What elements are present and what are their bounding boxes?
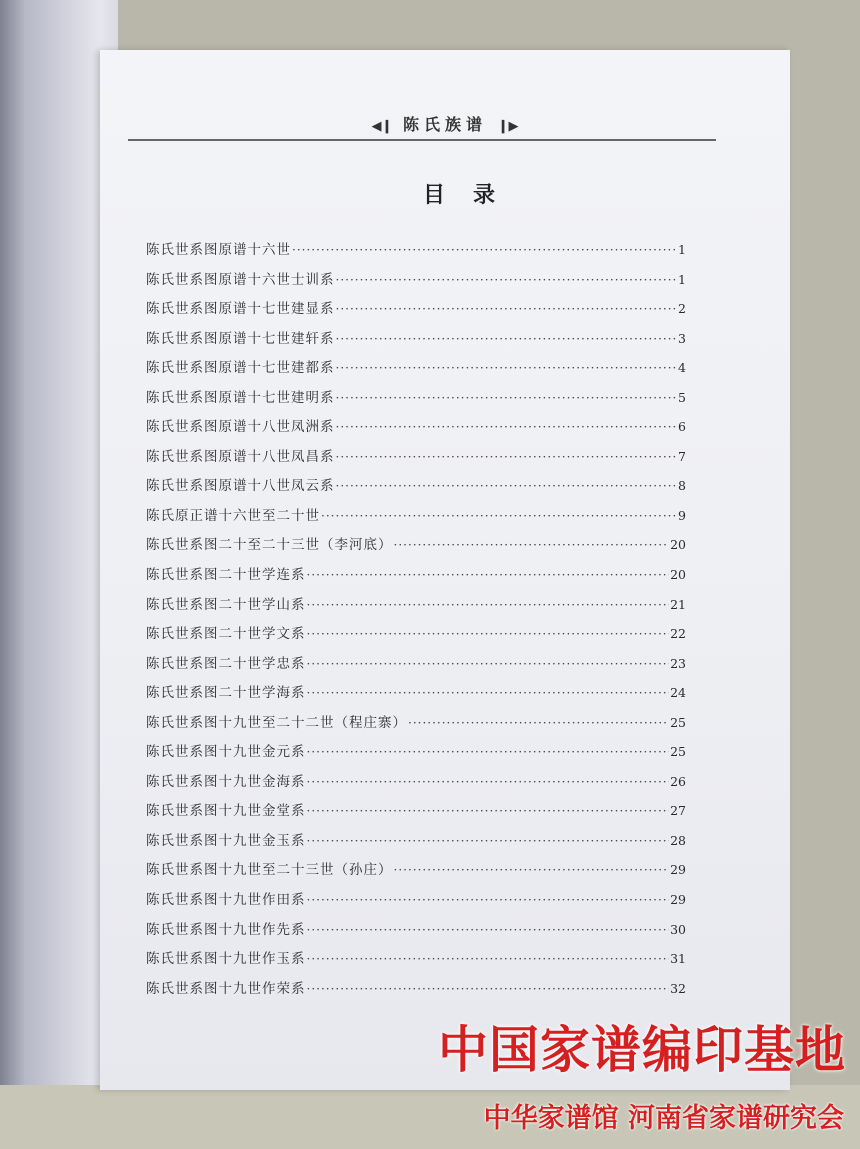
book-page xyxy=(100,50,790,1090)
toc-entry-title: 陈氏世系图十九世作荣系 xyxy=(146,980,306,997)
running-header xyxy=(100,112,790,135)
toc-leader-dots xyxy=(394,863,670,877)
toc-entry-title: 陈氏世系图原谱十八世凤洲系 xyxy=(146,419,335,436)
toc-entry-page: 20 xyxy=(670,567,686,583)
toc-leader-dots xyxy=(307,982,670,996)
toc-leader-dots xyxy=(336,361,678,375)
toc-leader-dots xyxy=(336,479,678,493)
toc-leader-dots xyxy=(307,893,670,907)
toc-leader-dots xyxy=(321,509,677,523)
toc-entry xyxy=(146,858,686,888)
toc-leader-dots xyxy=(307,745,670,759)
toc-entry xyxy=(146,622,686,652)
toc-leader-dots xyxy=(307,657,670,671)
toc-list xyxy=(146,238,686,1006)
header-divider xyxy=(128,139,716,141)
toc-entry xyxy=(146,327,686,357)
toc-entry-page: 21 xyxy=(670,596,686,612)
toc-entry-page: 28 xyxy=(670,832,686,848)
toc-entry-page: 31 xyxy=(670,951,686,967)
toc-entry-page: 7 xyxy=(678,448,686,464)
toc-entry-page: 3 xyxy=(678,330,686,346)
toc-entry xyxy=(146,799,686,829)
toc-entry xyxy=(146,504,686,534)
toc-leader-dots xyxy=(394,538,670,552)
toc-entry-title: 陈氏世系图原谱十六世 xyxy=(146,242,291,258)
toc-entry-page: 32 xyxy=(670,980,686,996)
toc-leader-dots xyxy=(307,923,670,937)
toc-entry-page: 29 xyxy=(670,892,686,908)
toc-entry-title: 陈氏世系图二十世学海系 xyxy=(146,685,306,702)
toc-entry-title: 陈氏世系图原谱十七世建轩系 xyxy=(146,330,335,347)
toc-entry-title: 陈氏世系图二十世学连系 xyxy=(146,567,306,584)
header-ornament-left-icon: ◀❙ xyxy=(371,119,393,134)
toc-entry-page: 24 xyxy=(670,685,686,701)
toc-leader-dots xyxy=(307,834,670,848)
toc-leader-dots xyxy=(336,302,678,316)
toc-entry-title: 陈氏世系图十九世至二十三世（孙庄） xyxy=(146,862,393,879)
toc-entry xyxy=(146,593,686,623)
toc-entry xyxy=(146,829,686,859)
toc-entry-page: 23 xyxy=(670,655,686,671)
toc-leader-dots xyxy=(307,627,670,641)
toc-entry-title: 陈氏世系图二十世学文系 xyxy=(146,626,306,643)
toc-entry-title: 陈氏世系图原谱十八世凤昌系 xyxy=(146,448,335,465)
toc-entry-title: 陈氏世系图原谱十七世建都系 xyxy=(146,360,335,377)
toc-entry xyxy=(146,770,686,800)
toc-entry-page: 20 xyxy=(670,537,686,553)
toc-entry-title: 陈氏原正谱十六世至二十世 xyxy=(146,507,320,524)
toc-entry-title: 陈氏世系图二十世学山系 xyxy=(146,596,306,613)
toc-leader-dots xyxy=(307,568,670,582)
toc-entry xyxy=(146,947,686,977)
toc-leader-dots xyxy=(336,332,678,346)
toc-entry-title: 陈氏世系图原谱十七世建显系 xyxy=(146,301,335,318)
toc-entry-title: 陈氏世系图原谱十八世凤云系 xyxy=(146,478,335,495)
toc-entry-page: 29 xyxy=(670,862,686,878)
toc-entry xyxy=(146,681,686,711)
toc-leader-dots xyxy=(307,686,670,700)
toc-entry xyxy=(146,918,686,948)
toc-entry-page: 4 xyxy=(678,360,686,376)
toc-title: 目录 xyxy=(422,182,523,208)
toc-leader-dots xyxy=(307,804,670,818)
toc-leader-dots xyxy=(292,243,677,257)
book-spine-shadow xyxy=(0,0,24,1149)
toc-entry-page: 2 xyxy=(678,301,686,317)
toc-entry-title: 陈氏世系图十九世作玉系 xyxy=(146,951,306,968)
toc-entry xyxy=(146,297,686,327)
toc-entry xyxy=(146,415,686,445)
toc-entry xyxy=(146,740,686,770)
toc-entry-page: 9 xyxy=(678,507,686,523)
toc-leader-dots xyxy=(336,420,678,434)
toc-entry xyxy=(146,356,686,386)
header-ornament-right-icon: ❙▶ xyxy=(497,119,519,134)
toc-leader-dots xyxy=(307,775,670,789)
toc-entry-page: 5 xyxy=(678,389,686,405)
toc-entry-title: 陈氏世系图十九世作先系 xyxy=(146,921,306,938)
toc-entry-title: 陈氏世系图十九世金元系 xyxy=(146,744,306,761)
toc-entry-title: 陈氏世系图原谱十六世士训系 xyxy=(146,271,335,288)
toc-entry-page: 6 xyxy=(678,419,686,435)
watermark-subtitle: 中华家谱馆 河南省家谱研究会 xyxy=(483,1103,844,1134)
toc-entry xyxy=(146,238,686,268)
toc-entry-page: 25 xyxy=(670,714,686,730)
toc-entry xyxy=(146,977,686,1007)
toc-entry-page: 30 xyxy=(670,921,686,937)
toc-entry xyxy=(146,445,686,475)
toc-entry xyxy=(146,652,686,682)
toc-entry xyxy=(146,268,686,298)
toc-entry-title: 陈氏世系图十九世作田系 xyxy=(146,892,306,909)
toc-entry xyxy=(146,711,686,741)
toc-entry-page: 25 xyxy=(670,744,686,760)
toc-entry-title: 陈氏世系图十九世金玉系 xyxy=(146,832,306,849)
toc-entry-title: 陈氏世系图十九世金海系 xyxy=(146,773,306,790)
toc-entry xyxy=(146,533,686,563)
toc-entry-page: 1 xyxy=(678,271,686,287)
toc-leader-dots xyxy=(336,273,678,287)
toc-entry-page: 1 xyxy=(678,242,686,257)
toc-entry-title: 陈氏世系图原谱十七世建明系 xyxy=(146,389,335,406)
toc-entry-page: 26 xyxy=(670,773,686,789)
toc-leader-dots xyxy=(336,391,678,405)
toc-leader-dots xyxy=(408,716,669,730)
toc-leader-dots xyxy=(336,450,678,464)
toc-leader-dots xyxy=(307,952,670,966)
toc-entry-page: 27 xyxy=(670,803,686,819)
toc-entry xyxy=(146,474,686,504)
toc-entry-title: 陈氏世系图二十世学忠系 xyxy=(146,655,306,672)
toc-entry-page: 22 xyxy=(670,626,686,642)
toc-entry-title: 陈氏世系图二十至二十三世（李河底） xyxy=(146,537,393,554)
toc-leader-dots xyxy=(307,598,670,612)
toc-entry-page: 8 xyxy=(678,478,686,494)
watermark-title: 中国家谱编印基地 xyxy=(438,1020,846,1079)
toc-entry xyxy=(146,888,686,918)
toc-entry-title: 陈氏世系图十九世金堂系 xyxy=(146,803,306,820)
toc-entry xyxy=(146,386,686,416)
toc-entry xyxy=(146,563,686,593)
header-title: 陈氏族谱 xyxy=(402,115,487,134)
toc-entry-title: 陈氏世系图十九世至二十二世（程庄寨） xyxy=(146,714,407,731)
